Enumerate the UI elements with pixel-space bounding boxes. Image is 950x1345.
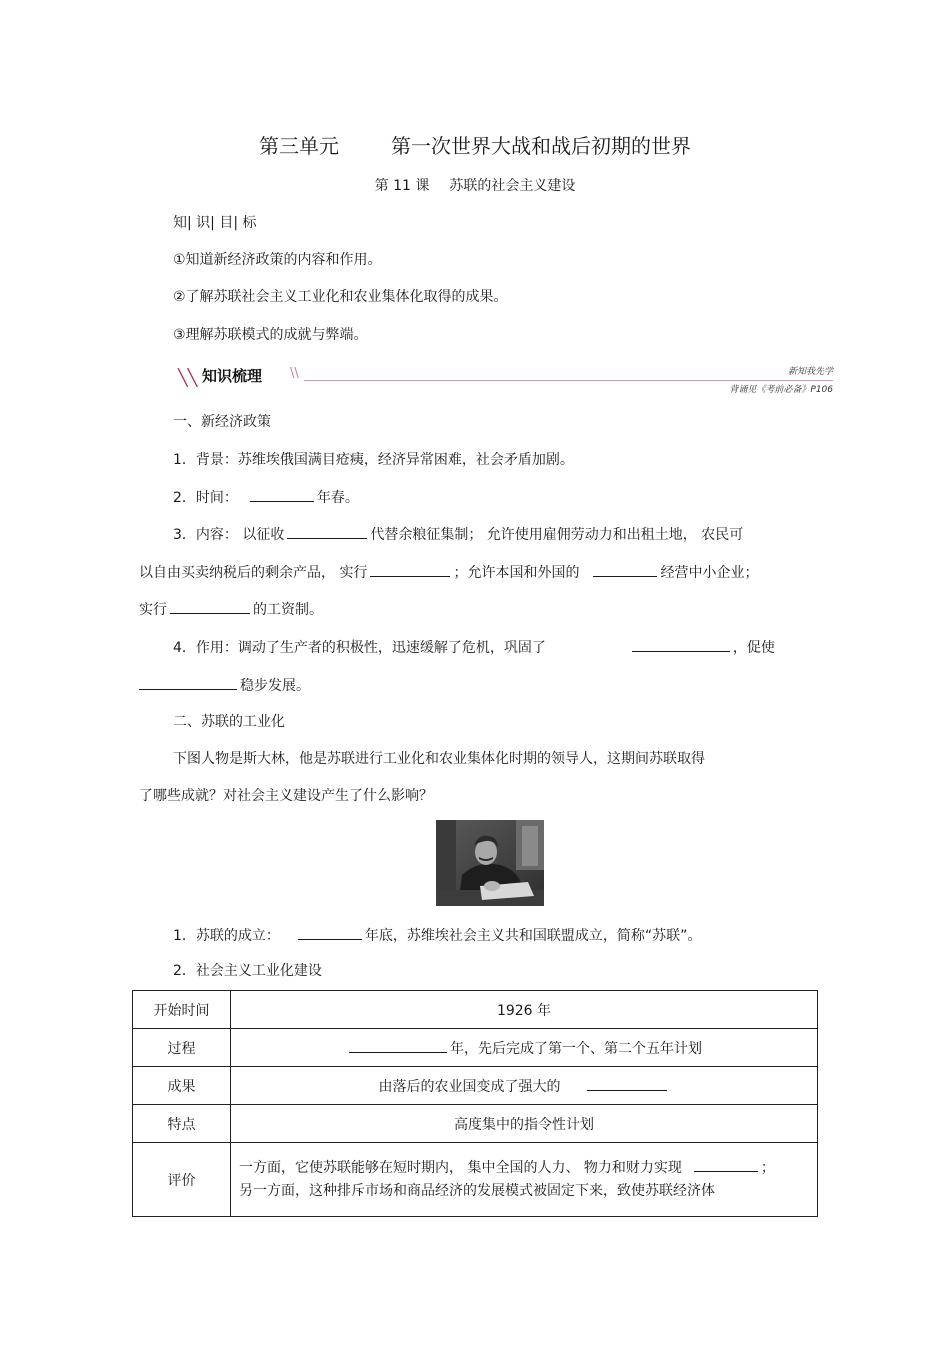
- intro-text: 了哪些成就？对社会主义建设产生了什么影响？: [139, 788, 433, 804]
- fill-blank[interactable]: [587, 1076, 667, 1091]
- row-label: 过程: [133, 1029, 231, 1067]
- fill-blank[interactable]: [694, 1157, 758, 1172]
- fill-blank[interactable]: [170, 599, 250, 614]
- item-text: 代替余粮征集制； 允许使用雇佣劳动力和出租土地， 农民可: [370, 527, 744, 543]
- fill-blank[interactable]: [287, 524, 367, 539]
- table-row: [133, 991, 818, 1029]
- cell-text: 由落后的农业国变成了强大的: [378, 1078, 561, 1095]
- industrialization-table: [132, 990, 818, 1217]
- cell-text: ；: [760, 1159, 775, 1176]
- fill-blank[interactable]: [298, 925, 362, 940]
- row-value: [231, 1067, 818, 1105]
- cell-line: [239, 1157, 809, 1180]
- list-item-continued: [139, 562, 758, 583]
- list-item: [173, 637, 775, 658]
- list-item: 2．社会主义工业化建设: [173, 963, 322, 979]
- item-text: 3．内容： 以征收: [173, 527, 285, 543]
- section-title: 一、新经济政策: [173, 414, 271, 430]
- objective-item: ②了解苏联社会主义工业化和农业集体化取得的成果。: [173, 289, 508, 305]
- item-text: ，促使: [732, 640, 775, 656]
- item-text: 的工资制。: [253, 602, 323, 618]
- item-text: 年底，苏维埃社会主义共和国联盟成立，简称“苏联”。: [364, 928, 702, 944]
- table-row: [133, 1143, 818, 1217]
- section-title: 二、苏联的工业化: [173, 714, 285, 730]
- objective-item: ③理解苏联模式的成就与弊端。: [173, 327, 368, 343]
- list-item: 1．背景：苏维埃俄国满目疮痍，经济异常困难，社会矛盾加剧。: [173, 452, 574, 468]
- banner-tag: 新知我先学: [787, 367, 833, 377]
- intro-text: 下图人物是斯大林，他是苏联进行工业化和农业集体化时期的领导人，这期间苏联取得: [173, 751, 705, 767]
- item-text: 稳步发展。: [240, 678, 310, 694]
- item-text: 2．时间：: [173, 490, 238, 506]
- item-text: 实行: [139, 602, 167, 618]
- item-text: 经营中小企业；: [660, 565, 759, 581]
- banner-rule: [304, 380, 833, 381]
- list-item-continued: [139, 599, 323, 620]
- cell-text: 年，先后完成了第一个、第二个五年计划: [450, 1040, 702, 1057]
- item-text: ；允许本国和外国的: [453, 565, 580, 581]
- table-row: [133, 1029, 818, 1067]
- fill-blank[interactable]: [593, 562, 657, 577]
- list-item: [173, 487, 359, 508]
- unit-label: 第三单元: [259, 134, 339, 158]
- row-label: 评价: [133, 1143, 231, 1217]
- row-label: 成果: [133, 1067, 231, 1105]
- item-text: 1．苏联的成立：: [173, 928, 280, 944]
- objective-item: ①知道新经济政策的内容和作用。: [173, 252, 382, 268]
- item-text: 以自由买卖纳税后的剩余产品， 实行: [139, 565, 368, 581]
- row-label: 特点: [133, 1105, 231, 1143]
- lesson-title: 苏联的社会主义建设: [449, 178, 576, 194]
- row-label: 开始时间: [133, 991, 231, 1029]
- banner-divider-icon: \\: [290, 366, 299, 381]
- list-item: [173, 524, 743, 545]
- banner-reference: 背诵见《考前必备》P106: [729, 385, 833, 395]
- table-row: [133, 1067, 818, 1105]
- fill-blank[interactable]: [370, 562, 450, 577]
- cell-line: 另一方面，这种排斥市场和商品经济的发展模式被固定下来，致使苏联经济体: [239, 1182, 715, 1199]
- fill-blank[interactable]: [139, 675, 237, 690]
- item-text: 年春。: [316, 490, 359, 506]
- row-value: [231, 1029, 818, 1067]
- item-text: 4．作用：调动了生产者的积极性，迅速缓解了危机，巩固了: [173, 640, 546, 656]
- row-value: 1926 年: [231, 991, 818, 1029]
- fill-blank[interactable]: [250, 487, 314, 502]
- stalin-photo: [436, 820, 544, 906]
- row-value: 高度集中的指令性计划: [231, 1105, 818, 1143]
- objectives-label: 知| 识| 目| 标: [173, 215, 257, 231]
- list-item-continued: [139, 675, 310, 696]
- lesson-number: 第 11 课: [374, 178, 430, 194]
- lesson-heading: [0, 175, 950, 195]
- row-value: [231, 1143, 818, 1217]
- table-row: [133, 1105, 818, 1143]
- unit-title: 第一次世界大战和战后初期的世界: [391, 134, 691, 158]
- fill-blank[interactable]: [349, 1038, 447, 1053]
- cell-text: 一方面，它使苏联能够在短时期内， 集中全国的人力、 物力和财力实现: [239, 1159, 682, 1176]
- unit-heading: [0, 130, 950, 159]
- banner-title: 知识梳理: [202, 367, 263, 385]
- fill-blank[interactable]: [632, 637, 730, 652]
- list-item: [173, 925, 701, 946]
- banner-slash-icon: ╲╲: [178, 368, 198, 387]
- section-banner: [178, 362, 833, 396]
